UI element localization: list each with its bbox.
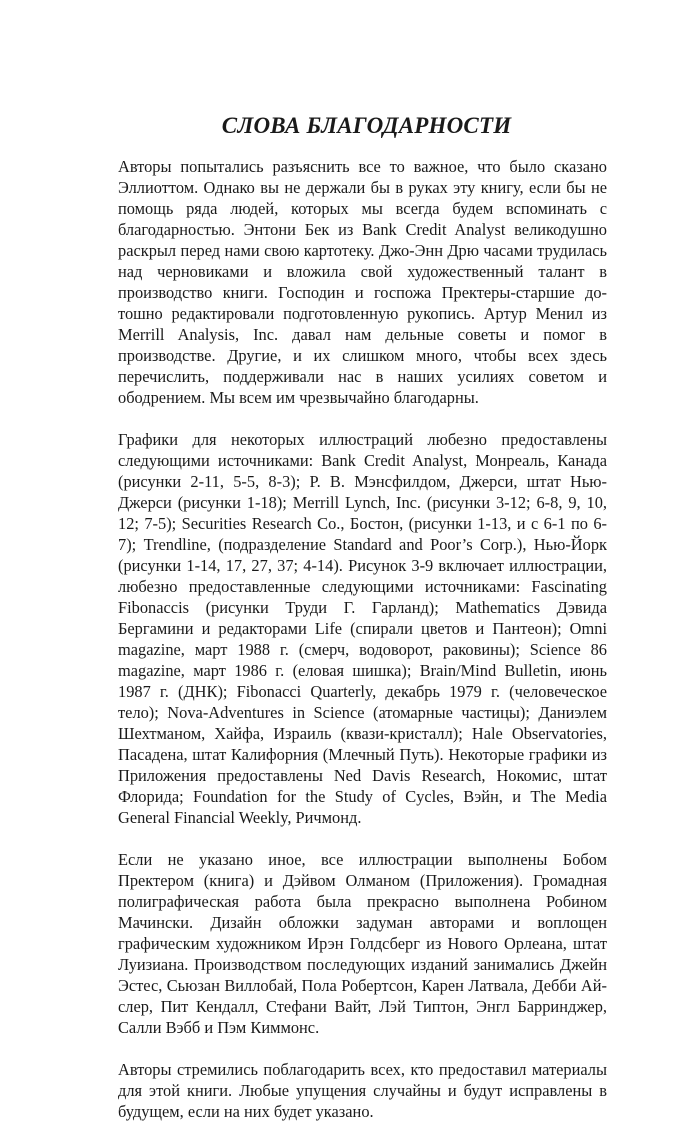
page-title: СЛОВА БЛАГОДАРНОСТИ xyxy=(221,113,512,138)
paragraph-acknowledgements: Авторы попытались разъяснить все то важное, что было сказано Эллиоттом. Однако вы не держали бы в руках эту книгу, если бы не помощь ряда людей, которых мы всегда будем вспоминать с благодарностью. Энтони Бек из Bank Credit Analyst великодушно раскрыл перед нами свою картотеку. Джо-Энн Дрю часами трудилась над черновиками и вложила свой художественный талант в производство книги. Господин и госпожа Пректеры-старшие дотошно редактировали подготовленную рукопись. Артур Менил из Merrill Analysis, Inc. давал нам дельные советы и помог в производстве. Другие, и их слишком много, чтобы всех здесь перечислить, поддерживали нас в наших усилиях советом и ободрением. Мы всем им чрезвычайно благодарны. xyxy=(118,157,607,407)
paragraph-omissions-note: Авторы стремились поблагодарить всех, кто предоставил материалы для этой книги. Любые упущения случайны и будут исправлены в будущем, если на них будет указано. xyxy=(118,1060,607,1121)
paragraph-illustration-credits: Если не указано иное, все иллюстрации выполнены Бобом Пректером (книга) и Дэйвом Олманом (Приложения). Громадная полиграфическая работа была прекрасно выполнена Робином Мачински. Дизайн обложки задуман авторами и воплощен графическим художником Ирэн Голдсберг из Нового Орлеана, штат Луизиана. Производством последующих изданий занимались Джейн Эстес, Сьюзан Виллобай, Пола Робертсон, Карен Латвала, Дебби Айслер, Пит Кендалл, Стефани Вайт, Лэй Типтон, Энгл Барринджер, Салли Вэбб и Пэм Киммонс. xyxy=(118,850,607,1037)
paragraph-chart-sources: Графики для некоторых иллюстраций любезно предоставлены следующими источниками: Bank Credit Analyst, Монреаль, Канада (рисунки 2-11, 5-5, 8-3); Р. В. Мэнсфилдом, Джерси, штат Нью-Джерси (рисунки 1-18); Merrill Lynch, Inc. (рисунки 3-12; 6-8, 9, 10, 12; 7-5); Securities Research Co., Бостон, (рисунки 1-13, и с 6-1 по 6-7); Trendline, (подразделение Standard and Poor’s Corp.), Нью-Йорк (рисунки 1-14, 17, 27, 37; 4-14). Рисунок 3-9 включает иллюстрации, любезно предоставленные следующими источниками: Fascinating Fibonaccis (рисунки Труди Г. Гарланд); Mathematics Дэвида Бергамини и редакторами Life (спирали цветов и Пантеон); Omni magazine, март 1988 г. (смерч, водоворот, раковины); Science 86 magazine, март 1986 г. (еловая шишка); Brain/Mind Bulletin, июнь 1987 г. (ДНК); Fibonacci Quarterly, декабрь 1979 г. (человеческое тело); Nova-Adventures in Science (атомарные частицы); Даниэлем Шехтманом, Хайфа, Израиль (квази-кристалл); Hale Observatories, Пасадена, штат Калифорния (Млечный Путь). Некоторые графики из Приложения предоставлены Ned Davis Research, Нокомис, штат Флорида; Foundation for the Study of Cycles, Вэйн, и The Media General Financial Weekly, Ричмонд. xyxy=(118,430,607,827)
document-page xyxy=(118,112,607,1143)
